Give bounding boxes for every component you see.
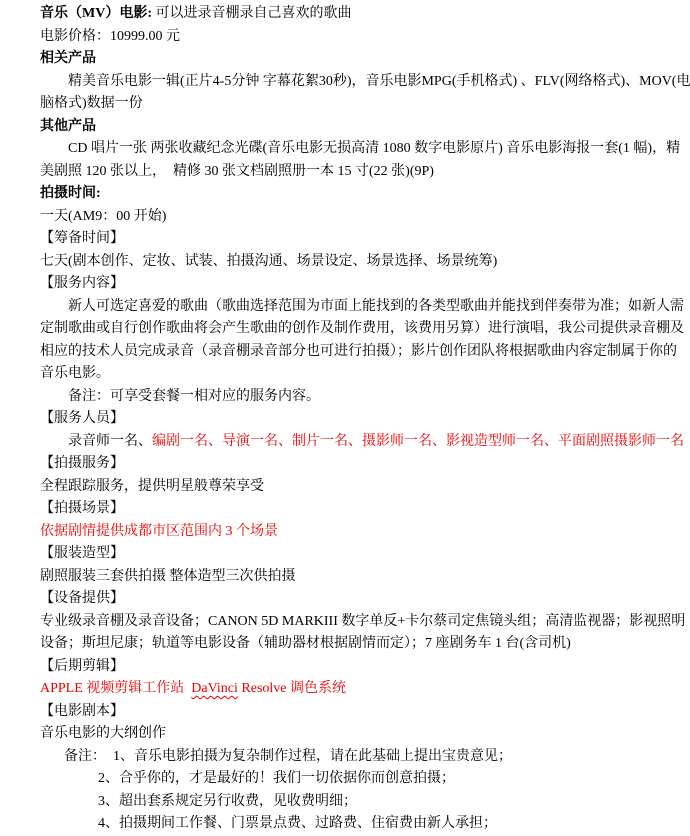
document-line — [40, 318, 684, 341]
document-line — [40, 791, 660, 814]
document-line — [40, 746, 660, 769]
text-run: 【电影剧本】 — [40, 703, 124, 719]
text-run: 全程跟踪服务，提供明星般尊荣享受 — [40, 478, 264, 494]
text-run-bold: 音乐（MV）电影: — [40, 6, 156, 21]
document-line — [40, 476, 660, 499]
document-line — [40, 678, 660, 701]
document-line — [40, 701, 660, 724]
document-line — [40, 723, 660, 746]
text-run: 设备；斯坦尼康；轨道等电影设备（辅助器材根据剧情而定）；7 座剧务车 1 台(含司机) — [40, 636, 571, 651]
text-run: 脑格式)数据一份 — [40, 96, 143, 111]
document-line — [40, 26, 660, 49]
document-line — [40, 611, 686, 634]
text-run: 备注： 1、音乐电影拍摄为复杂制作过程，请在此基础上提出宝贵意见； — [64, 748, 512, 764]
document-line — [40, 183, 660, 206]
text-run: 【服装造型】 — [40, 546, 124, 561]
document-line — [40, 408, 660, 431]
text-run: 【服务内容】 — [40, 276, 124, 291]
text-run: CD 唱片一张 两张收藏纪念光碟(音乐电影无损高清 1080 数字电影原片) 音乐电影海报一套(1 幅)，精 — [68, 141, 681, 156]
text-run-bold: 拍摄时间: — [40, 186, 101, 201]
document-body — [40, 3, 690, 836]
document-line — [40, 161, 660, 184]
text-run: 新人可选定喜爱的歌曲（歌曲选择范围为市面上能找到的各类型歌曲并能找到伴奏带为准；如新人需 — [68, 298, 684, 314]
document-line — [40, 228, 660, 251]
text-run-red: 编剧一名、导演一名、制片一名、摄影师一名、影视造型师一名、平面剧照摄影师一名 — [152, 433, 684, 449]
document-line — [40, 71, 690, 94]
document-line — [40, 251, 660, 274]
text-run: 精美音乐电影一辑(正片4-5分钟 字幕花絮30秒)，音乐电影MPG(手机格式) 、FLV(网络格式)、MOV(电 — [68, 73, 690, 89]
document-line — [40, 296, 684, 319]
text-run: 美剧照 120 张以上， 精修 30 张文档剧照册一本 15 寸(22 张)(9P) — [40, 163, 434, 179]
document-line — [40, 431, 684, 454]
text-run: 定制歌曲或自行创作歌曲将会产生歌曲的创作及制作费用，该费用另算）进行演唱，我公司提供录音棚及 — [40, 321, 684, 336]
document-line — [40, 633, 660, 656]
text-run: 可以进录音棚录自己喜欢的歌曲 — [155, 6, 352, 21]
text-run: 2、合乎你的，才是最好的！我们一切依据你而创意拍摄； — [98, 771, 455, 786]
text-run: 【服务人员】 — [40, 411, 124, 426]
text-run-bold: 其他产品 — [40, 118, 96, 134]
text-run: 专业级录音棚及录音设备；CANON 5D MARKIII 数字单反+卡尔蔡司定焦镜头组；高清监视器；影视照明 — [40, 613, 686, 629]
text-run: 3、超出套系规定另行收费，见收费明细； — [98, 793, 357, 809]
document-line — [40, 813, 660, 836]
text-run-red: Resolve 调色系统 — [237, 681, 346, 696]
text-run: 【设备提供】 — [40, 591, 124, 606]
text-run: 音乐电影。 — [40, 366, 110, 381]
text-run: 录音师一名、 — [68, 433, 152, 449]
document-line — [40, 543, 660, 566]
text-run: 一天(AM9：00 开始) — [40, 208, 167, 224]
document-line — [40, 341, 677, 364]
text-run: 七天(剧本创作、定妆、试装、拍摄沟通、场景设定、场景选择、场景统筹) — [40, 253, 498, 269]
text-run-red: 依据剧情提供成都市区范围内 3 个场景 — [40, 523, 278, 539]
text-run: 【筹备时间】 — [40, 231, 124, 246]
text-run: 4、拍摄期间工作餐、门票景点费、过路费、住宿费由新人承担； — [98, 816, 497, 831]
text-run: 备注：可享受套餐一相对应的服务内容。 — [68, 388, 320, 404]
text-run: 【拍摄场景】 — [40, 501, 124, 516]
document-line — [40, 768, 660, 791]
text-run-red: DaVinci — [191, 681, 238, 696]
document-line — [40, 386, 660, 409]
document-line — [40, 521, 660, 544]
text-run-red: APPLE 视频剪辑工作站 — [40, 681, 192, 696]
text-run: 音乐电影的大纲创作 — [40, 726, 166, 741]
document-line — [40, 116, 660, 139]
text-run: 【拍摄服务】 — [40, 456, 124, 471]
document-line — [40, 3, 660, 26]
document-line — [40, 453, 660, 476]
document-line — [40, 656, 660, 679]
text-run: 【后期剪辑】 — [40, 658, 124, 674]
document-line — [40, 566, 660, 589]
document-line — [40, 498, 660, 521]
text-run: 相应的技术人员完成录音（录音棚录音部分也可进行拍摄）；影片创作团队将根据歌曲内容定制属于你的 — [40, 343, 677, 359]
document-line — [40, 138, 681, 161]
text-run: 电影价格：10999.00 元 — [40, 28, 180, 44]
document-line — [40, 93, 660, 116]
text-run: 剧照服装三套供拍摄 整体造型三次供拍摄 — [40, 568, 296, 584]
document-line — [40, 363, 660, 386]
document-line — [40, 48, 660, 71]
document-line — [40, 273, 660, 296]
text-run-bold: 相关产品 — [40, 51, 96, 66]
document-line — [40, 588, 660, 611]
document-line — [40, 206, 660, 229]
